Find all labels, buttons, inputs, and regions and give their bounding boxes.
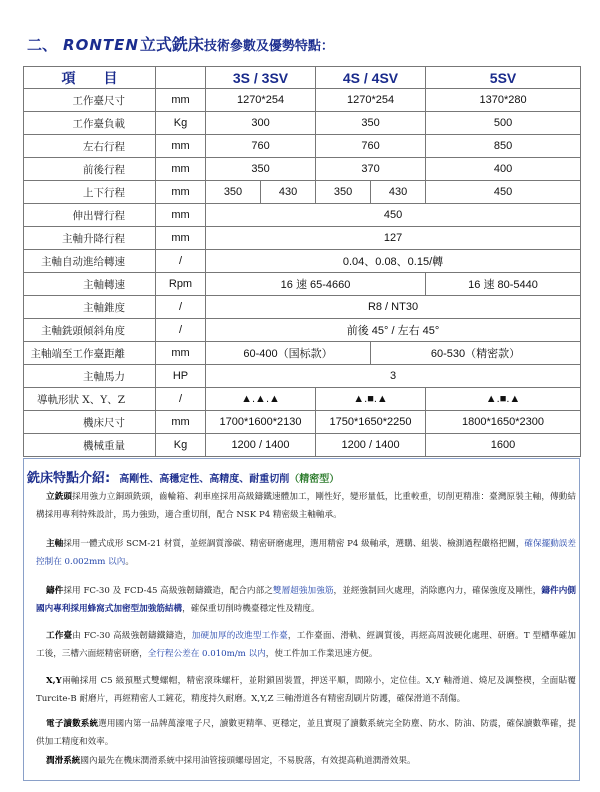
cell-3s: ▲.▲.▲ xyxy=(206,388,316,411)
header-unit xyxy=(156,67,206,89)
cell-span: 127 xyxy=(206,227,581,250)
cell-5sv: 16 速 80-5440 xyxy=(426,273,581,296)
paragraph-lead: 工作臺 xyxy=(46,631,73,641)
cell-4s: 370 xyxy=(316,158,426,181)
row-unit: mm xyxy=(156,181,206,204)
paragraph-lead: X,Y xyxy=(46,676,62,686)
header-4s: 4S / 4SV xyxy=(316,67,426,89)
table-row xyxy=(24,135,581,158)
cell-3s-a: 350 xyxy=(206,181,261,204)
cell-3s: 300 xyxy=(206,112,316,135)
row-unit: / xyxy=(156,250,206,273)
cell-span: 450 xyxy=(206,204,581,227)
row-label: 工作臺尺寸 xyxy=(24,89,156,112)
row-unit: Kg xyxy=(156,112,206,135)
cell-5sv: 850 xyxy=(426,135,581,158)
row-unit: HP xyxy=(156,365,206,388)
table-row xyxy=(24,250,581,273)
table-row xyxy=(24,434,581,457)
cell-span: R8 / NT30 xyxy=(206,296,581,319)
cell-5sv: 500 xyxy=(426,112,581,135)
table-row xyxy=(24,112,581,135)
row-label: 工作臺負載 xyxy=(24,112,156,135)
features-heading xyxy=(27,467,339,486)
features-subtitle: 高剛性、高穩定性、高精度、耐重切削 xyxy=(119,474,290,485)
header-3s: 3S / 3SV xyxy=(206,67,316,89)
feature-paragraph-spindle xyxy=(36,535,576,571)
row-label: 主軸錐度 xyxy=(24,296,156,319)
feature-paragraph-dro xyxy=(36,715,576,751)
cell-span: 0.04、0.08、0.15/轉 xyxy=(206,250,581,273)
cell-3s-b: 430 xyxy=(261,181,316,204)
row-label: 機械重量 xyxy=(24,434,156,457)
row-unit: / xyxy=(156,388,206,411)
paragraph-lead: 鑄件 xyxy=(46,586,64,596)
row-unit: Rpm xyxy=(156,273,206,296)
paragraph-highlight: 鑄件内側國内專利採用蜂窩式加密型加強筋結構 xyxy=(36,586,576,614)
paragraph-text: ，使工件加工作業迅速方便。 xyxy=(265,649,378,659)
row-unit: mm xyxy=(156,204,206,227)
feature-paragraph-worktable xyxy=(36,627,576,663)
row-unit: mm xyxy=(156,411,206,434)
table-row xyxy=(24,296,581,319)
paragraph-lead: 潤滑系統 xyxy=(46,756,81,766)
cell-span: 3 xyxy=(206,365,581,388)
cell-4s: ▲.■.▲ xyxy=(316,388,426,411)
table-row xyxy=(24,204,581,227)
cell-5sv: 450 xyxy=(426,181,581,204)
paragraph-text: ，確保重切削時機臺穩定性及精度。 xyxy=(182,604,320,614)
row-unit: / xyxy=(156,319,206,342)
row-label: 前後行程 xyxy=(24,158,156,181)
row-label: 主軸轉速 xyxy=(24,273,156,296)
row-unit: Kg xyxy=(156,434,206,457)
cell-4s-a: 350 xyxy=(316,181,371,204)
paragraph-text: 採用一體式成形 SCM-21 材質，並經調質滲碳、精密研磨處理，選用精密 P4 級軸承，選購、組裝、檢測過程嚴格把關， xyxy=(63,539,525,549)
paragraph-text: 。 xyxy=(125,557,134,567)
paragraph-highlight: 確保擺動誤差控制在 0.002mm 以內 xyxy=(36,539,576,567)
row-label: 主軸自动進给轉速 xyxy=(24,250,156,273)
features-type: （精密型） xyxy=(289,474,340,485)
paragraph-text: 國內最先在機床潤滑系統中採用油管接頭螺母固定，不易脫落，有效提高軌道潤滑效果。 xyxy=(80,756,416,766)
feature-paragraph-lubrication xyxy=(36,752,576,770)
table-row xyxy=(24,273,581,296)
cell-3s: 1270*254 xyxy=(206,89,316,112)
paragraph-text: 由 FC-30 高級強韌鑄鐵鑄造， xyxy=(72,631,192,641)
row-label: 機床尺寸 xyxy=(24,411,156,434)
cell-5sv: 1600 xyxy=(426,434,581,457)
row-unit: mm xyxy=(156,89,206,112)
table-row xyxy=(24,388,581,411)
feature-paragraph-casting xyxy=(36,582,576,618)
cell-4s: 1270*254 xyxy=(316,89,426,112)
table-row xyxy=(24,227,581,250)
table-row xyxy=(24,181,581,204)
paragraph-text: 兩軸採用 C5 級預壓式雙螺帽，精密滾珠螺杆，並附鎖固裝置，押送平順，間隙小，定位佳。X,Y 軸滑道、燒尼及調整楔，全面貼覆 Turcite-B 耐磨片，再經精密人工鏟花，精度持久耐磨。X,Y,Z 三軸滑道各有精密刮刷片防護，確保滑道不刮傷。 xyxy=(36,676,576,704)
paragraph-highlight: 全行程公差在 0.010m/m 以内 xyxy=(147,649,266,659)
title-main: 立式銑床 xyxy=(139,35,204,54)
paragraph-lead: 主軸 xyxy=(46,539,64,549)
cell-3s-4s: 16 速 65-4660 xyxy=(206,273,426,296)
table-row xyxy=(24,319,581,342)
page-title xyxy=(27,32,334,58)
table-row xyxy=(24,411,581,434)
row-unit: mm xyxy=(156,227,206,250)
cell-standard: 60-400（国标款） xyxy=(206,342,371,365)
paragraph-highlight: 雙層超強加強筋 xyxy=(272,586,334,596)
header-5sv: 5SV xyxy=(426,67,581,89)
spec-table xyxy=(23,66,581,457)
row-label: 主軸馬力 xyxy=(24,365,156,388)
table-header-row xyxy=(24,67,581,89)
paragraph-highlight: 加硬加厚的改進型工作臺 xyxy=(191,631,288,641)
features-title: 銑床特點介紹: xyxy=(27,471,111,486)
cell-4s-b: 430 xyxy=(371,181,426,204)
paragraph-text: 選用國内第一品牌萬濠電子尺，讀數更精準、更穩定，並且實現了讀數系統完全防塵、防水、防油、防震，確保讀數準確，提供加工精度和效率。 xyxy=(36,719,576,747)
cell-3s: 760 xyxy=(206,135,316,158)
paragraph-text: ，並經強制回火處理，消除應內力，確保強度及剛性， xyxy=(333,586,542,596)
cell-5sv: ▲.■.▲ xyxy=(426,388,581,411)
row-label: 左右行程 xyxy=(24,135,156,158)
row-unit: mm xyxy=(156,135,206,158)
feature-paragraph-xy-axes xyxy=(36,672,576,708)
cell-3s: 1200 / 1400 xyxy=(206,434,316,457)
paragraph-text: 採用強力立銅頭銑頭，齒輪箱、剎車座採用高級鑄鐵速體加工，剛性好，變形量低，比重較重，切削更精准：臺灣原裝主軸，傳動結構採用專利特殊設計，馬力強勁，適合重切削，配合 NSK P4 精密級主軸軸承。 xyxy=(36,492,576,520)
title-tail: 技術參數及優勢特點： xyxy=(203,39,334,54)
header-item: 項 目 xyxy=(24,67,156,89)
cell-5sv: 1800*1650*2300 xyxy=(426,411,581,434)
brand-logo-text: RONTEN xyxy=(63,36,139,54)
table-row xyxy=(24,89,581,112)
feature-paragraph-milling-head xyxy=(36,488,576,524)
cell-3s: 1700*1600*2130 xyxy=(206,411,316,434)
table-row xyxy=(24,365,581,388)
row-label: 主軸升降行程 xyxy=(24,227,156,250)
row-unit: mm xyxy=(156,158,206,181)
cell-4s: 1750*1650*2250 xyxy=(316,411,426,434)
cell-3s: 350 xyxy=(206,158,316,181)
table-row xyxy=(24,158,581,181)
row-unit: mm xyxy=(156,342,206,365)
row-label: 上下行程 xyxy=(24,181,156,204)
row-label: 主軸端至工作臺距離 xyxy=(24,342,156,365)
cell-precision: 60-530（精密款） xyxy=(371,342,581,365)
row-label: 主軸銑頭傾斜角度 xyxy=(24,319,156,342)
row-label: 導軌形狀 X、Y、Z xyxy=(24,388,156,411)
cell-4s: 760 xyxy=(316,135,426,158)
paragraph-text: 採用 FC-30 及 FCD-45 高級強韌鑄鐵造，配合内部之 xyxy=(63,586,273,596)
cell-4s: 350 xyxy=(316,112,426,135)
paragraph-lead: 立銑頭 xyxy=(46,492,73,502)
paragraph-lead: 電子讀數系統 xyxy=(46,719,99,729)
cell-span: 前後 45° / 左右 45° xyxy=(206,319,581,342)
cell-4s: 1200 / 1400 xyxy=(316,434,426,457)
title-prefix: 二、 xyxy=(27,36,58,54)
paragraph-text: ，工作臺面、滑軌、經調質後，再經高周波硬化處理、研磨。T 型槽準確加工後，三槽六面經精密研磨， xyxy=(36,631,576,659)
table-row xyxy=(24,342,581,365)
cell-5sv: 400 xyxy=(426,158,581,181)
row-label: 伸出臂行程 xyxy=(24,204,156,227)
cell-5sv: 1370*280 xyxy=(426,89,581,112)
row-unit: / xyxy=(156,296,206,319)
